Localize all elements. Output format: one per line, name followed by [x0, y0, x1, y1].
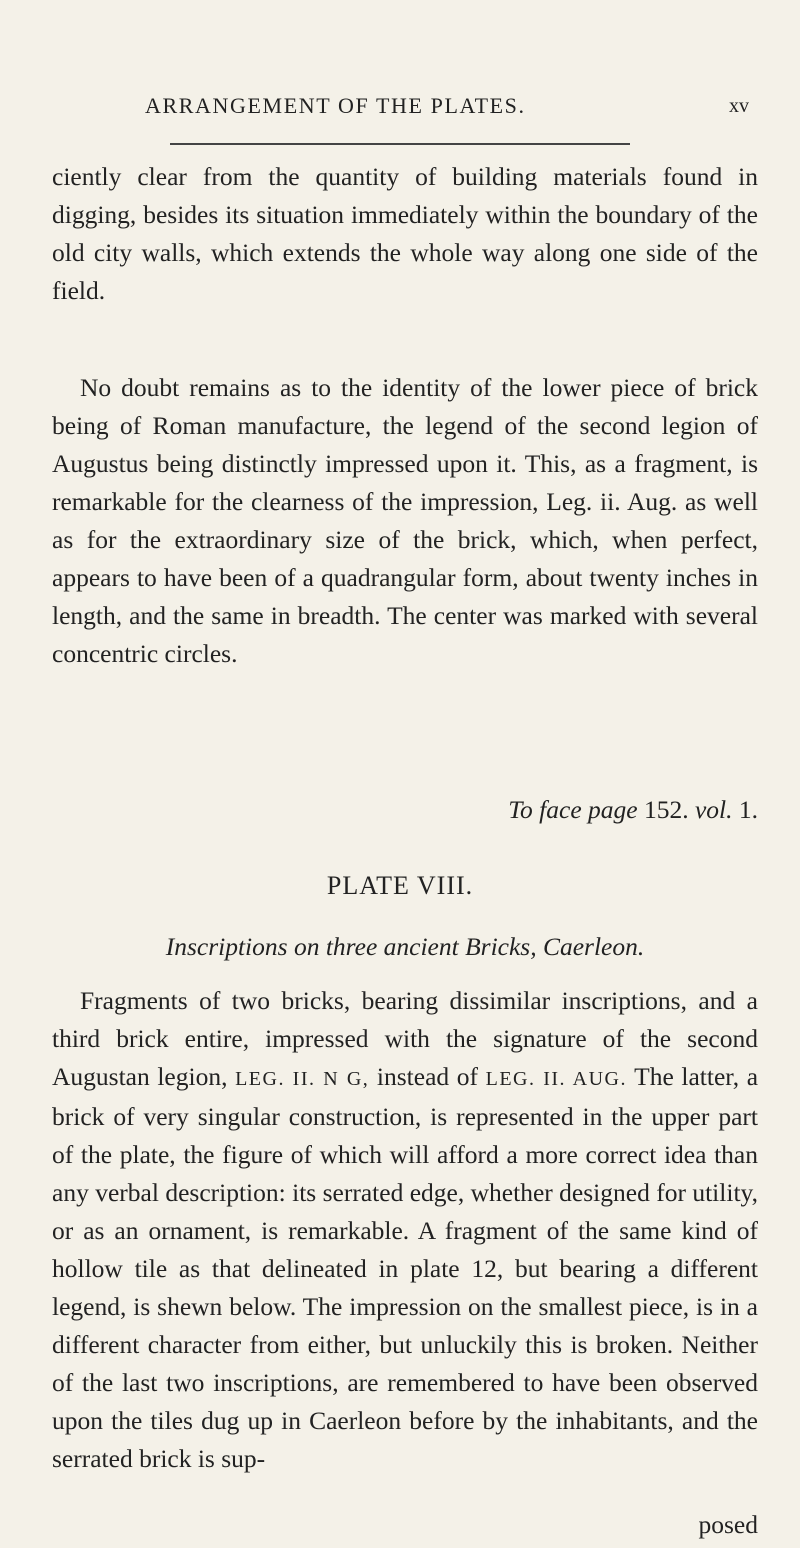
plate-heading: PLATE VIII.	[326, 871, 474, 900]
reference-page: 152.	[643, 795, 689, 824]
paragraph-part-2: instead of	[376, 1062, 478, 1091]
plate-reference	[508, 791, 758, 829]
reference-vol-number: 1.	[738, 795, 758, 824]
paragraph-text: ciently clear from the quantity of building materials found in digging, besides its situation immediately within the boundary of the old city walls, which extends the whole way along one side of the field.	[52, 162, 758, 305]
running-head	[0, 86, 800, 126]
reference-vol-label: vol.	[694, 795, 733, 824]
paragraph-lower-brick	[52, 369, 758, 673]
reference-label: To face page	[508, 795, 638, 824]
paragraph-text	[52, 369, 758, 673]
inscription-leg-aug: LEG. II. AUG.	[485, 1068, 627, 1090]
inscription-leg-ng: LEG. II. N G,	[235, 1068, 370, 1090]
paragraph-part-3: The latter, a brick of very singular construction, is represented in the upper part of the plate, the figure of which will afford a more correct idea than any verbal description: its serrated edge, whether designed for utility, or as an ornament, is remarkable. A fragment of the same kind of hollow tile as that delineated in plate 12, but bearing a different legend, is shewn below. The impression on the smallest piece, is in a different character from either, but unluckily this is broken. Neither of the last two inscriptions, are remembered to have been observed upon the tiles dug up in Caerleon before by the inhabitants, and the serrated brick is sup-	[52, 1062, 759, 1473]
paragraph-body: No doubt remains as to the identity of the lower piece of brick being of Roman manufacture, the legend of the second legion of Augustus being distinctly impressed upon it. This, as a fragment, is remarkable for the clearness of the impression, Leg. ii. Aug. as well as for the extraordinary size of the brick, which, when perfect, appears to have been of a quadrangular form, about twenty inches in length, and the same in breadth. The center was marked with several concentric circles.	[52, 373, 758, 668]
running-title: ARRANGEMENT OF THE PLATES.	[145, 93, 526, 118]
page-number: xv	[729, 95, 749, 117]
paragraph-part-1: Fragments of two bricks, bearing dissimilar inscriptions, and a third brick entire, impressed with the signature of the second Augustan legion,	[52, 986, 758, 1091]
paragraph-continuation	[52, 158, 758, 310]
paragraph-plate-description	[52, 982, 758, 1478]
header-rule	[170, 143, 630, 145]
paragraph-text	[52, 982, 758, 1478]
catchword: posed	[698, 1510, 758, 1539]
plate-subtitle: Inscriptions on three ancient Bricks, Caerleon.	[165, 932, 645, 961]
